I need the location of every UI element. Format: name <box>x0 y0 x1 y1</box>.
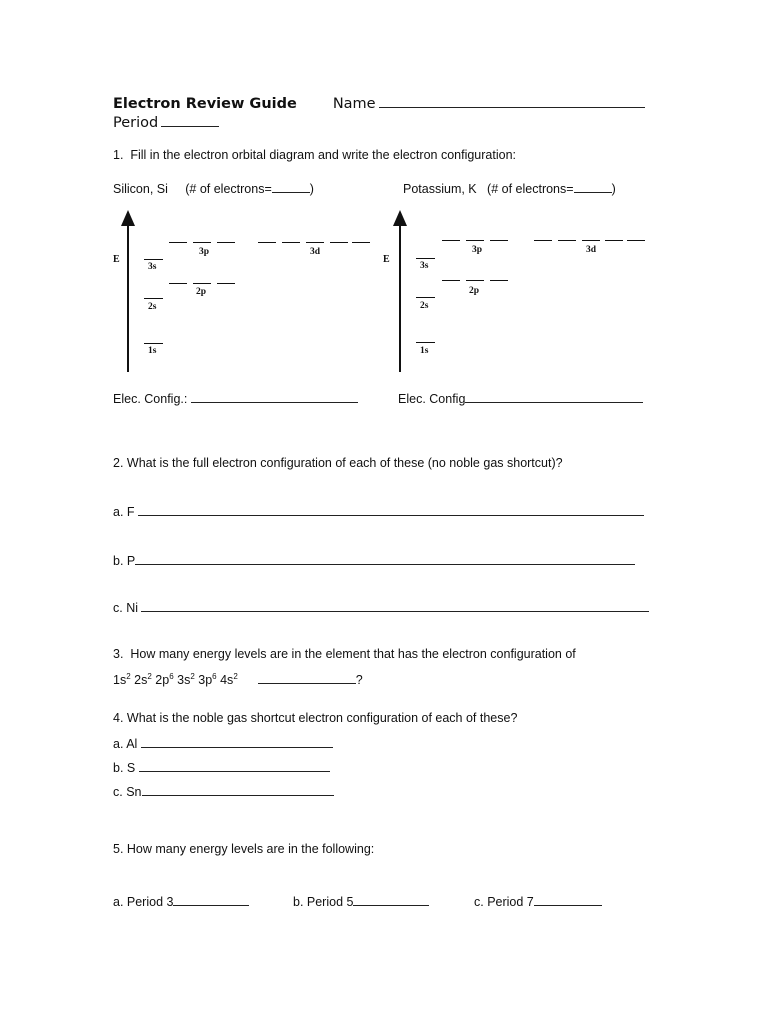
question-4c-blank[interactable] <box>142 783 334 796</box>
elec-config-label: Elec. Config <box>398 392 466 406</box>
orbital-3d-slot[interactable] <box>258 242 276 243</box>
question-4-prompt: 4. What is the noble gas shortcut electron configuration of each of these? <box>113 711 518 725</box>
config-term-superscript: 2 <box>190 671 195 681</box>
period-blank[interactable] <box>161 112 219 127</box>
orbital-3d-slot[interactable] <box>306 242 324 243</box>
question-2c-blank[interactable] <box>141 599 649 612</box>
energy-axis <box>399 224 401 372</box>
potassium-close-paren: ) <box>611 182 616 196</box>
question-5a-label: a. Period 3 <box>113 895 174 909</box>
worksheet-title: Electron Review Guide <box>113 96 297 112</box>
silicon-config-blank[interactable] <box>191 390 358 403</box>
orbital-2p-slot[interactable] <box>193 283 211 284</box>
question-4b-line <box>113 759 330 775</box>
question-2a-line <box>113 503 644 519</box>
energy-axis <box>127 224 129 372</box>
orbital-3d-label: 3d <box>310 247 321 257</box>
orbital-2p-label: 2p <box>469 286 480 296</box>
period-label: Period <box>113 115 159 131</box>
config-term-base: 3s <box>177 673 191 687</box>
question-2b-label: b. P <box>113 554 136 568</box>
question-5b-line <box>293 893 429 909</box>
silicon-electron-count-blank[interactable] <box>272 180 310 193</box>
name-label: Name <box>332 96 376 112</box>
question-4a-blank[interactable] <box>141 735 333 748</box>
potassium-electron-count-line <box>403 180 616 196</box>
question-2a-label: a. F <box>113 505 139 519</box>
orbital-3s-label: 3s <box>420 261 429 271</box>
orbital-3s-slot[interactable] <box>416 258 435 259</box>
question-4a-line <box>113 735 333 751</box>
orbital-2s-slot[interactable] <box>416 297 435 298</box>
question-3-prompt: 3. How many energy levels are in the element that has the electron configuration of <box>113 647 576 661</box>
config-term-superscript: 6 <box>169 671 174 681</box>
orbital-3s-slot[interactable] <box>144 259 163 260</box>
worksheet-title-line <box>113 93 645 112</box>
config-term-base: 4s <box>220 673 234 687</box>
config-term-superscript: 2 <box>147 671 152 681</box>
orbital-3p-slot[interactable] <box>442 240 460 241</box>
potassium-electron-count-blank[interactable] <box>574 180 612 193</box>
period-line <box>113 112 219 131</box>
energy-label: E <box>113 254 120 265</box>
orbital-2p-slot[interactable] <box>466 280 484 281</box>
orbital-2s-slot[interactable] <box>144 298 163 299</box>
question-5c-line <box>474 893 602 909</box>
question-4a-label: a. Al <box>113 737 141 751</box>
orbital-3d-slot[interactable] <box>330 242 348 243</box>
orbital-3p-slot[interactable] <box>169 242 187 243</box>
config-term <box>113 673 131 687</box>
config-term-superscript: 6 <box>212 671 217 681</box>
question-2c-label: c. Ni <box>113 601 142 615</box>
config-term <box>177 673 195 687</box>
silicon-close-paren: ) <box>309 182 314 196</box>
silicon-electron-count-line <box>113 180 314 196</box>
orbital-1s-label: 1s <box>420 346 429 356</box>
orbital-1s-slot[interactable] <box>144 343 163 344</box>
orbital-1s-slot[interactable] <box>416 342 435 343</box>
config-term-superscript: 2 <box>233 671 238 681</box>
question-5c-label: c. Period 7 <box>474 895 534 909</box>
config-term <box>155 673 173 687</box>
potassium-config-line <box>398 390 643 406</box>
orbital-2p-slot[interactable] <box>169 283 187 284</box>
config-term <box>134 673 152 687</box>
question-5a-line <box>113 893 249 909</box>
question-4c-label: c. Sn <box>113 785 142 799</box>
name-blank[interactable] <box>379 93 645 108</box>
question-1-prompt: 1. Fill in the electron orbital diagram and write the electron configuration: <box>113 148 516 162</box>
config-term-superscript: 2 <box>126 671 131 681</box>
elec-config-label: Elec. Config.: <box>113 392 191 406</box>
orbital-3p-label: 3p <box>472 245 483 255</box>
config-term-base: 2p <box>155 673 170 687</box>
orbital-2s-label: 2s <box>148 302 157 312</box>
potassium-config-blank[interactable] <box>465 390 643 403</box>
orbital-2p-slot[interactable] <box>442 280 460 281</box>
question-2b-line <box>113 552 635 568</box>
orbital-3s-label: 3s <box>148 262 157 272</box>
config-term-base: 3p <box>198 673 213 687</box>
energy-label: E <box>383 254 390 265</box>
silicon-label: Silicon, Si (# of electrons= <box>113 182 272 196</box>
orbital-2p-label: 2p <box>196 287 207 297</box>
orbital-3d-label: 3d <box>586 245 597 255</box>
question-4b-blank[interactable] <box>139 759 330 772</box>
question-5c-blank[interactable] <box>534 893 602 906</box>
orbital-3d-slot[interactable] <box>558 240 576 241</box>
orbital-3p-slot[interactable] <box>193 242 211 243</box>
orbital-3d-slot[interactable] <box>352 242 370 243</box>
potassium-label: Potassium, K (# of electrons= <box>403 182 574 196</box>
orbital-3d-slot[interactable] <box>627 240 645 241</box>
question-2a-blank[interactable] <box>138 503 644 516</box>
config-term-base: 2s <box>134 673 148 687</box>
orbital-3d-slot[interactable] <box>582 240 600 241</box>
orbital-3d-slot[interactable] <box>282 242 300 243</box>
config-term <box>220 673 238 687</box>
orbital-3d-slot[interactable] <box>605 240 623 241</box>
orbital-2s-label: 2s <box>420 301 429 311</box>
orbital-3p-slot[interactable] <box>466 240 484 241</box>
orbital-3p-slot[interactable] <box>217 242 235 243</box>
question-5-prompt: 5. How many energy levels are in the following: <box>113 842 375 856</box>
question-5b-label: b. Period 5 <box>293 895 354 909</box>
question-2-prompt: 2. What is the full electron configuration of each of these (no noble gas shortcut)? <box>113 456 563 470</box>
question-mark: ? <box>355 673 363 687</box>
orbital-3d-slot[interactable] <box>534 240 552 241</box>
question-4b-label: b. S <box>113 761 139 775</box>
question-3-blank[interactable] <box>258 671 356 684</box>
orbital-2p-slot[interactable] <box>217 283 235 284</box>
orbital-3p-label: 3p <box>199 247 210 257</box>
orbital-3p-slot[interactable] <box>490 240 508 241</box>
question-4c-line <box>113 783 334 799</box>
orbital-2p-slot[interactable] <box>490 280 508 281</box>
orbital-1s-label: 1s <box>148 346 157 356</box>
config-term-base: 1s <box>113 673 127 687</box>
question-5b-blank[interactable] <box>353 893 429 906</box>
config-term <box>198 673 216 687</box>
question-2c-line <box>113 599 649 615</box>
question-5a-blank[interactable] <box>173 893 249 906</box>
silicon-config-line <box>113 390 358 406</box>
question-2b-blank[interactable] <box>135 552 635 565</box>
question-3-config-line <box>113 671 363 687</box>
